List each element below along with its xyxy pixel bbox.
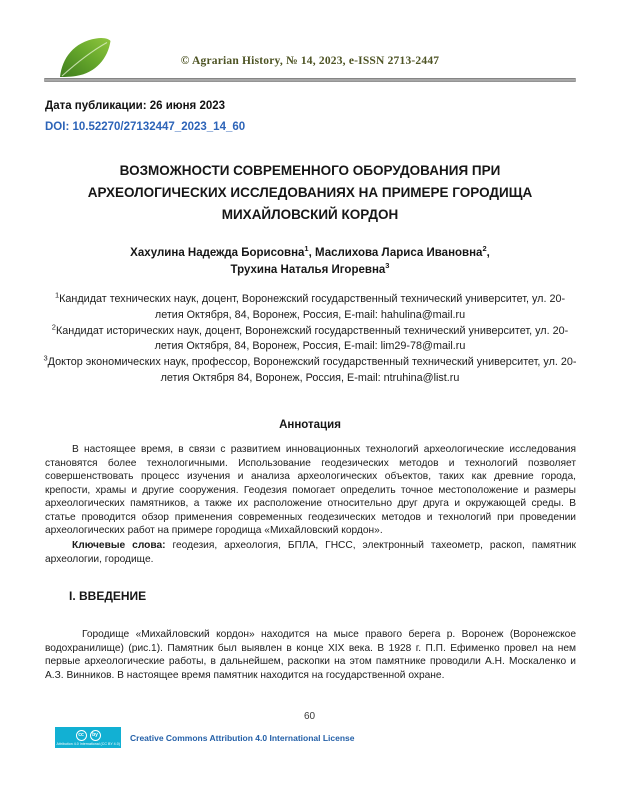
- cc-by-icons: [76, 730, 101, 741]
- author-affiliation-mark: 1: [304, 244, 309, 254]
- publication-date: Дата публикации: 26 июня 2023: [45, 100, 226, 112]
- affiliation-mark: 3: [43, 353, 48, 363]
- article-title-line: ВОЗМОЖНОСТИ СОВРЕМЕННОГО ОБОРУДОВАНИЯ ПРИ: [119, 163, 501, 178]
- authors-block: [44, 245, 576, 279]
- affiliation-mark: 2: [51, 322, 56, 331]
- affiliation: [41, 324, 579, 356]
- cc-icon: cc: [76, 730, 87, 741]
- page-number: 60: [303, 711, 316, 722]
- article-title-line: МИХАЙЛОВСКИЙ КОРДОН: [221, 207, 399, 222]
- abstract-heading: Аннотация: [279, 419, 341, 431]
- affiliation-text: Кандидат технических наук, доцент, Воронежский государственный технический университет, ул. 20-летия Октября, 84, Воронеж, Россия, E-mail: hahulina@mail.ru: [59, 293, 566, 321]
- article-title-line: АРХЕОЛОГИЧЕСКИХ ИССЛЕДОВАНИЯХ НА ПРИМЕРЕ ГОРОДИЩА: [87, 185, 533, 200]
- section-heading-introduction: I. ВВЕДЕНИЕ: [69, 589, 147, 603]
- doi-link[interactable]: DOI: 10.52270/27132447_2023_14_60: [45, 121, 246, 133]
- cc-badge-subtext: Attribution 4.0 International (CC BY 4.0): [56, 740, 120, 746]
- authors-line: [44, 245, 576, 262]
- author-separator: ,: [308, 247, 315, 259]
- affiliation-text: Кандидат исторических наук, доцент, Воронежский государственный технический университет, ул. 20-летия Октября, 84, Воронеж, Россия, E-mail: lim29-78@mail.ru: [55, 324, 569, 353]
- license-footer: [55, 727, 355, 748]
- by-person-icon: by: [90, 730, 101, 741]
- keywords-paragraph: [45, 539, 576, 566]
- affiliation: [41, 355, 579, 387]
- keywords-label: Ключевые слова:: [72, 540, 166, 551]
- affiliation-mark: 1: [54, 290, 60, 300]
- affiliation: [41, 292, 579, 324]
- cc-by-license-badge[interactable]: [55, 727, 121, 748]
- author-separator: ,: [486, 247, 490, 259]
- article-title: [44, 160, 576, 226]
- introduction-paragraph: Городище «Михайловский кордон» находится на мысе правого берега р. Воронеж (Воронежское водохранилище) (рис.1). Памятник был выявлен в конце XIX века. В 1928 г. П.П. Ефименко провел на нем первые археологические работы, в дальнейшем, раскопки на этом памятнике проводили А.Н. Москаленко и А.З. Винников. В настоящее время памятник находится на государственной охране.: [45, 629, 576, 681]
- header-divider: [44, 78, 576, 82]
- author-affiliation-mark: 2: [482, 244, 487, 254]
- license-link[interactable]: Creative Commons Attribution 4.0 International License: [130, 732, 355, 743]
- abstract-text: В настоящее время, в связи с развитием инновационных технологий археологические исследования становятся более технологичными. Использование геодезических методов и технологий позволяет совершенствовать процесс изучения и анализа археологических объектов, таких как древние города, крепости, храмы и другие сооружения. Геодезия помогает определить точное местоположение и размеры археологических памятников, а также их расположение относительно друг друга и окружающей среды. В статье проводится обзор применения современных геодезических методов и технологий при проведении археологических работ на примере городища «Михайловский кордон».: [45, 444, 576, 536]
- journal-header-line: © Agrarian History, № 14, 2023, e-ISSN 2713-2447: [180, 55, 440, 67]
- author-name: Хахулина Надежда Борисовна: [130, 247, 305, 259]
- author-name: Маслихова Лариса Ивановна: [314, 247, 483, 259]
- authors-line: [44, 262, 576, 279]
- affiliations-block: [41, 292, 579, 387]
- author-name: Трухина Наталья Игоревна: [230, 264, 386, 276]
- keywords-text: геодезия, археология, БПЛА, ГНСС, электронный тахеометр, раскоп, памятник археологии, городище.: [45, 540, 576, 565]
- author-affiliation-mark: 3: [385, 261, 390, 271]
- affiliation-text: Доктор экономических наук, профессор, Воронежский государственный технический университет, ул. 20-летия Октября 84, Воронеж, Россия, E-mail: ntruhina@list.ru: [47, 356, 577, 384]
